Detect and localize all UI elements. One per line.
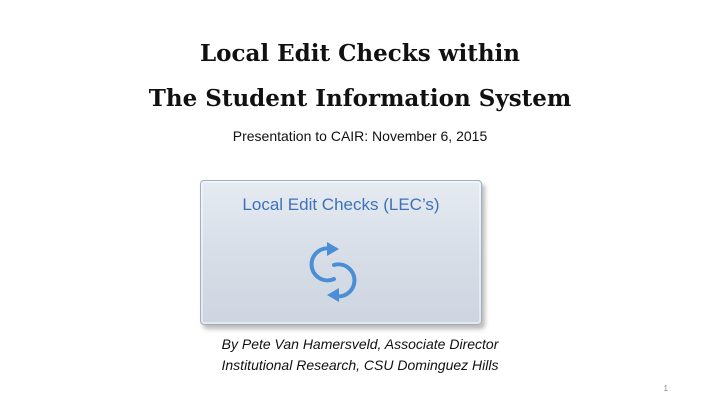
lec-graphic-label: Local Edit Checks (LEC’s): [242, 195, 440, 214]
page-number: 1: [663, 384, 668, 393]
author-line-2: Institutional Research, CSU Dominguez Hills: [221, 357, 499, 373]
lec-graphic-box: [200, 180, 482, 325]
slide-title-line-1: Local Edit Checks within: [199, 40, 521, 67]
cycle-arrows-icon: [301, 235, 365, 305]
slide-title-line-2: The Student Information System: [148, 85, 572, 112]
slide-subtitle: Presentation to CAIR: November 6, 2015: [232, 128, 488, 144]
author-line-1: By Pete Van Hamersveld, Associate Director: [221, 336, 499, 352]
